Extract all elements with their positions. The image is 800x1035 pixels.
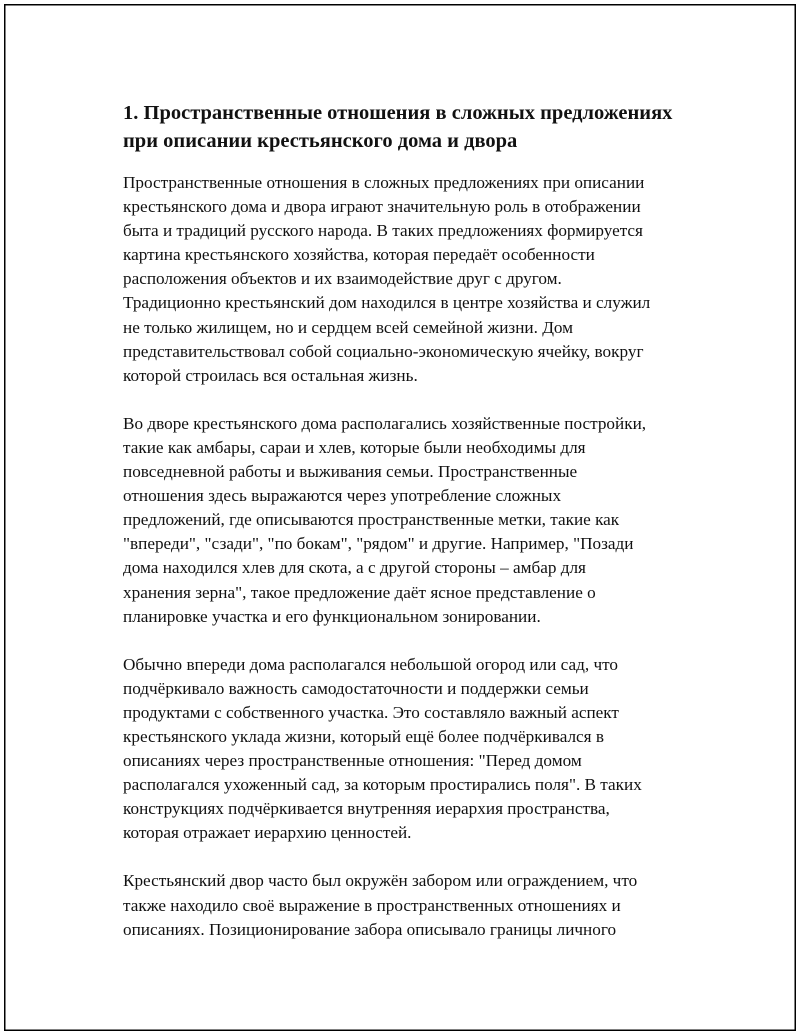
- text-line: дома находился хлев для скота, а с другой стороны – амбар для: [123, 558, 586, 578]
- text-line: картина крестьянского хозяйства, которая передаёт особенности: [123, 245, 595, 265]
- text-line: расположения объектов и их взаимодействие друг с другом.: [123, 269, 562, 289]
- paragraph-1: [123, 171, 689, 388]
- text-line: Во дворе крестьянского дома располагались хозяйственные постройки,: [123, 413, 647, 433]
- text-line: крестьянского дома и двора играют значительную роль в отображении: [123, 197, 641, 217]
- paragraph-4: [123, 869, 689, 941]
- text-line: хранения зерна", такое предложение даёт ясное представление о: [123, 582, 596, 602]
- text-line: не только жилищем, но и сердцем всей семейной жизни. Дом: [123, 317, 574, 337]
- text-line: представительствовал собой социально-экономическую ячейку, вокруг: [123, 341, 644, 361]
- text-line: Крестьянский двор часто был окружён забором или ограждением, что: [123, 871, 638, 891]
- text-line: отношения здесь выражаются через употребление сложных: [123, 486, 562, 506]
- text-line: быта и традиций русского народа. В таких предложениях формируется: [123, 221, 643, 241]
- text-line: которой строилась вся остальная жизнь.: [123, 365, 418, 385]
- text-line: Традиционно крестьянский дом находился в центре хозяйства и служил: [123, 293, 651, 313]
- page-frame: [4, 4, 796, 1031]
- text-line: описаниях. Позиционирование забора описывало границы личного: [123, 919, 617, 939]
- text-line: продуктами с собственного участка. Это составляло важный аспект: [123, 702, 619, 722]
- heading-line: при описании крестьянского дома и двора: [123, 130, 518, 152]
- text-line: конструкциях подчёркивается внутренняя иерархия пространства,: [123, 799, 610, 819]
- text-line: планировке участка и его функциональном зонировании.: [123, 606, 541, 626]
- text-line: Обычно впереди дома располагался небольшой огород или сад, что: [123, 654, 618, 674]
- text-line: располагался ухоженный сад, за которым простирались поля". В таких: [123, 775, 642, 795]
- text-line: предложений, где описываются пространственные метки, такие как: [123, 510, 620, 530]
- text-line: описаниях через пространственные отношения: "Перед домом: [123, 751, 582, 771]
- text-line: Пространственные отношения в сложных предложениях при описании: [123, 173, 645, 192]
- paragraph-3: [123, 653, 689, 846]
- text-line: такие как амбары, сараи и хлев, которые были необходимы для: [123, 437, 586, 457]
- document-body: [123, 99, 689, 966]
- text-line: повседневной работы и выживания семьи. Пространственные: [123, 462, 578, 482]
- text-line: крестьянского уклада жизни, который ещё более подчёркивался в: [123, 726, 605, 746]
- text-line: которая отражает иерархию ценностей.: [123, 823, 412, 843]
- text-line: "впереди", "сзади", "по бокам", "рядом" и другие. Например, "Позади: [123, 534, 634, 554]
- section-heading: [123, 99, 689, 155]
- text-line: также находило своё выражение в пространственных отношениях и: [123, 895, 621, 915]
- paragraph-2: [123, 412, 689, 629]
- text-line: подчёркивало важность самодостаточности и поддержки семьи: [123, 678, 589, 698]
- heading-line: 1. Пространственные отношения в сложных предложениях: [123, 102, 673, 124]
